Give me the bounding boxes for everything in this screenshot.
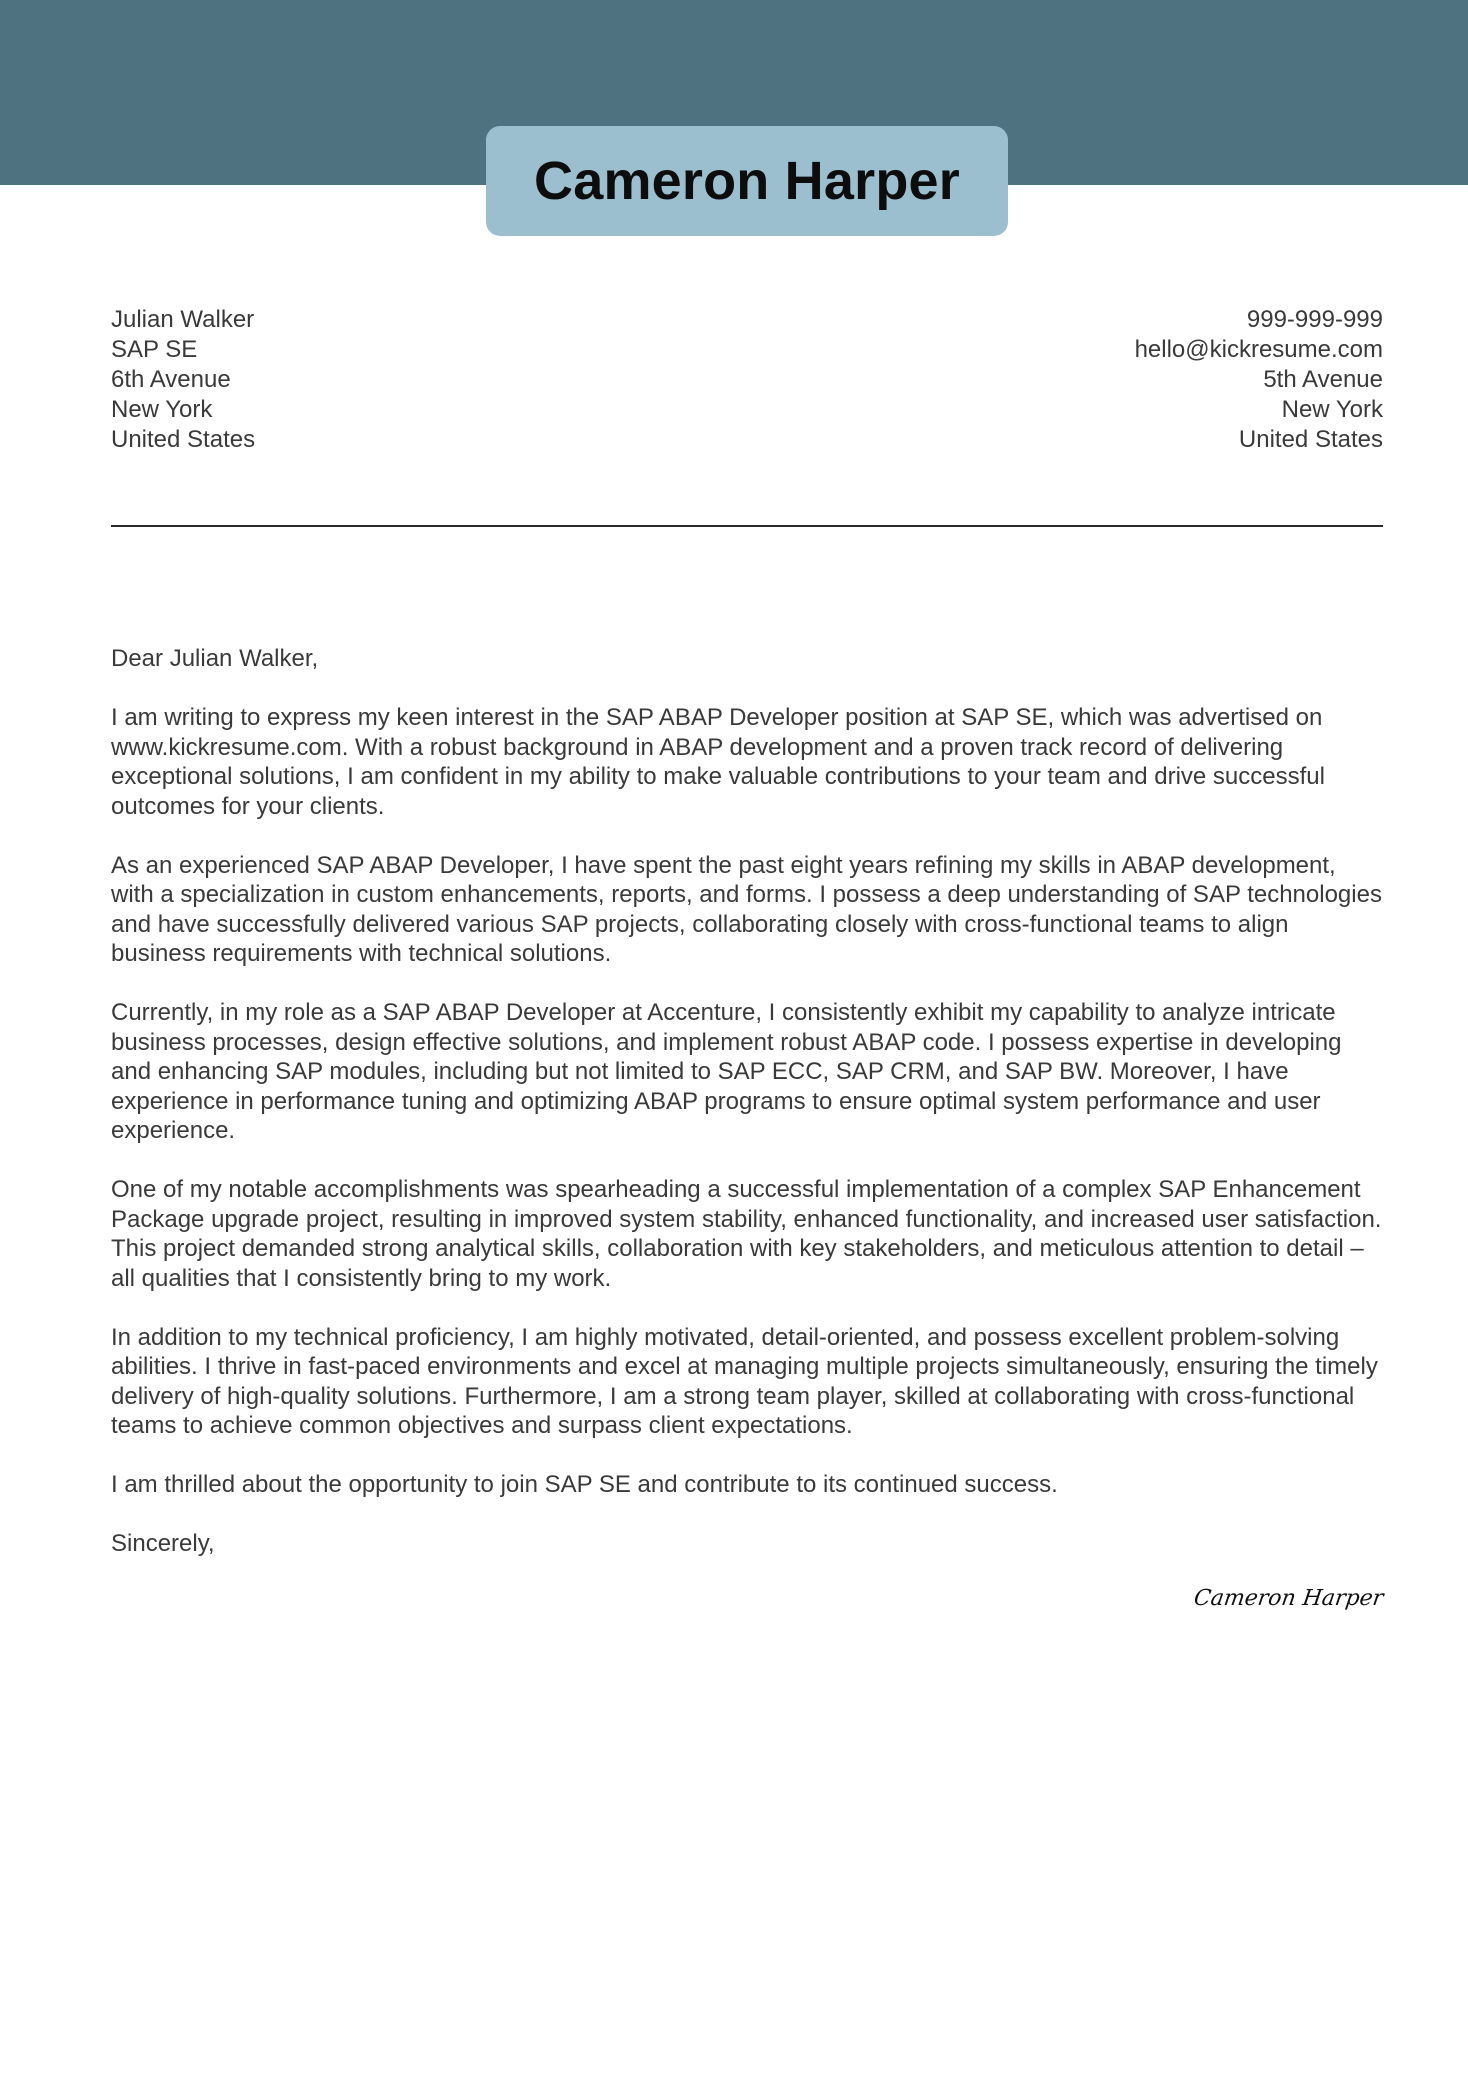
sender-contact-block bbox=[1135, 305, 1383, 455]
applicant-name: Cameron Harper bbox=[534, 151, 960, 211]
paragraph-soft-skills: In addition to my technical proficiency, I am highly motivated, detail-oriented, and possess excellent problem-solving abilities. I thrive in fast-paced environments and excel at managing multiple projects simultaneously, ensuring the timely delivery of high-quality solutions. Furthermore, I am a strong team player, skilled at collaborating with cross-functional teams to achieve common objectives and surpass client expectations. bbox=[111, 1323, 1378, 1439]
closing: Sincerely, bbox=[111, 1530, 215, 1557]
recipient-country: United States bbox=[111, 426, 256, 453]
recipient-address-block bbox=[111, 305, 255, 455]
greeting: Dear Julian Walker, bbox=[111, 645, 319, 672]
sender-city: New York bbox=[1281, 396, 1383, 423]
sender-email: hello@kickresume.com bbox=[1134, 336, 1383, 363]
paragraph-closing-statement: I am thrilled about the opportunity to join SAP SE and contribute to its continued success. bbox=[111, 1471, 1058, 1498]
recipient-street: 6th Avenue bbox=[111, 366, 231, 393]
sender-street: 5th Avenue bbox=[1263, 366, 1383, 393]
paragraph-intro: I am writing to express my keen interest in the SAP ABAP Developer position at SAP SE, which was advertised on www.kickresume.com. With a robust background in ABAP development and a proven track record of delivering exceptional solutions, I am confident in my ability to make valuable contributions to your team and drive successful outcomes for your clients. bbox=[111, 704, 1325, 820]
paragraph-current-role: Currently, in my role as a SAP ABAP Developer at Accenture, I consistently exhibit my capability to analyze intricate business processes, design effective solutions, and implement robust ABAP code. I possess expertise in developing and enhancing SAP modules, including but not limited to SAP ECC, SAP CRM, and SAP BW. Moreover, I have experience in performance tuning and optimizing ABAP programs to ensure optimal system performance and user experience. bbox=[111, 999, 1342, 1144]
paragraph-experience: As an experienced SAP ABAP Developer, I have spent the past eight years refining my skills in ABAP development, with a specialization in custom enhancements, reports, and forms. I possess a deep understanding of SAP technologies and have successfully delivered various SAP projects, collaborating closely with cross-functional teams to align business requirements with technical solutions. bbox=[111, 851, 1382, 967]
paragraph-accomplishment: One of my notable accomplishments was spearheading a successful implementation of a complex SAP Enhancement Package upgrade project, resulting in improved system stability, enhanced functionality, and increased user satisfaction. This project demanded strong analytical skills, collaboration with key stakeholders, and meticulous attention to detail – all qualities that I consistently bring to my work. bbox=[111, 1176, 1382, 1292]
name-banner bbox=[486, 126, 1008, 236]
section-divider bbox=[111, 525, 1383, 527]
sender-phone: 999-999-999 bbox=[1246, 306, 1383, 333]
signature: Cameron Harper bbox=[1192, 1586, 1385, 1611]
letter-body bbox=[111, 644, 1383, 1588]
recipient-name: Julian Walker bbox=[111, 306, 255, 333]
recipient-company: SAP SE bbox=[111, 336, 198, 363]
recipient-city: New York bbox=[111, 396, 213, 423]
sender-country: United States bbox=[1238, 426, 1383, 453]
